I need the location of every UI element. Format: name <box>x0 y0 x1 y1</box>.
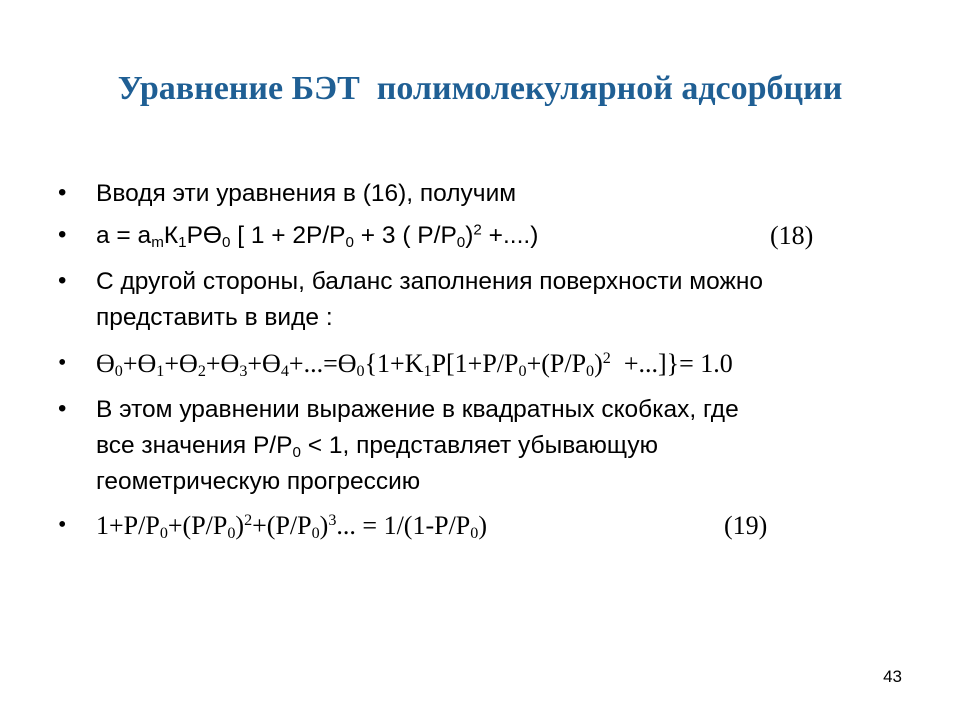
bullet-text-line: геометрическую прогрессию <box>96 468 421 495</box>
bullet-item <box>58 346 918 382</box>
bullet-icon: • <box>58 179 67 206</box>
bullet-item <box>58 508 918 544</box>
equation-number: (18) <box>770 221 814 250</box>
page-number: 43 <box>883 667 902 686</box>
bullet-icon: • <box>58 221 67 248</box>
bullet-item <box>58 264 918 336</box>
equation-18: $a = a_mК_1PӨ_0$ [ $1 + 2P/P_0 + 3$ ( $P/P_0)^2$ +....) <box>96 221 539 251</box>
bullet-text-line: представить в виде : <box>96 304 333 331</box>
geometric-series-equation: $1+P/P_0+(P/P_0)^2+(P/P_0)^3$... = $1/(1-P/P_0)$ <box>96 511 487 543</box>
equation-number: (19) <box>724 511 768 540</box>
bullet-text-line: С другой стороны, баланс заполнения поверхности можно <box>96 268 764 295</box>
bullet-text-line: В этом уравнении выражение в квадратных скобках, где <box>96 396 739 423</box>
bullet-item <box>58 176 918 212</box>
bullet-item <box>58 392 918 500</box>
bullet-icon: • <box>58 512 67 538</box>
bullet-list <box>58 176 918 544</box>
slide-title: Уравнение БЭТ полимолекулярной адсорбции <box>117 70 843 107</box>
bullet-icon: • <box>58 395 67 422</box>
bullet-text-line: все значения $P/P_0 < 1$, представляет убывающую <box>96 432 658 461</box>
bullet-icon: • <box>58 350 67 376</box>
bullet-icon: • <box>58 267 67 294</box>
bullet-text: Вводя эти уравнения в (16), получим <box>96 180 517 207</box>
coverage-balance-equation: $Ө_0+Ө_1+Ө_2+Ө_3+Ө_4+...=Ө_0\{1+K_1P[1+P/P_0+(P/P_0)^2$ +...]}= 1.0 <box>96 349 733 381</box>
bullet-item <box>58 218 918 254</box>
